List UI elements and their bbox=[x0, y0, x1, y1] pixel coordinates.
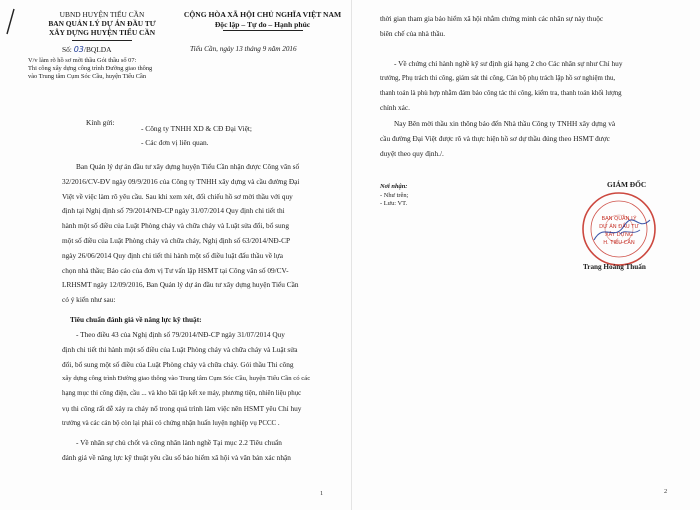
stamp-text: XÂY DỰNG bbox=[605, 232, 633, 238]
agency-parent: UBND HUYỆN TIỂU CẦN bbox=[59, 10, 145, 19]
text-line: đổi, bổ sung một số điều của Luật Phòng cháy và chữa cháy. Gói thầu Thi công bbox=[62, 359, 294, 369]
text-line: - Về nhân sự chủ chốt và công nhân lành nghề Tại mục 2.2 Tiêu chuẩn bbox=[76, 438, 282, 447]
text-line: Ban Quản lý dự án đầu tư xây dựng huyện Tiểu Cần nhận được Công văn số bbox=[76, 162, 300, 171]
paragraph-fire-safety bbox=[62, 328, 332, 432]
place-date: Tiểu Cần, ngày 13 tháng 9 năm 2016 bbox=[190, 45, 297, 53]
subject-line: V/v làm rõ hồ sơ mời thầu Gói thầu số 07: bbox=[28, 57, 137, 64]
text-line: trưởng, Phụ trách thi công, giám sát thi công, Cán bộ phụ trách lập hồ sơ nghiệm thu, bbox=[380, 74, 616, 82]
text-line: LRHSMT ngày 12/09/2016, Ban Quản lý dự án đầu tư xây dựng huyện Tiểu Cần bbox=[62, 280, 299, 290]
national-header bbox=[180, 10, 345, 31]
header-underline bbox=[72, 40, 132, 41]
text-line: định chi tiết thi hành một số điều của Luật Phòng cháy và chữa cháy và Luật sửa bbox=[62, 344, 298, 354]
text-line: trưởng và các cán bộ còn lại phải có chứng nhận huấn luyện nghiệp vụ PCCC . bbox=[62, 419, 280, 427]
text-line: - Theo điều 43 của Nghị định số 79/2014/NĐ-CP ngày 31/07/2014 Quy bbox=[76, 330, 285, 339]
national-title: CỘNG HÒA XÃ HỘI CHỦ NGHĨA VIỆT NAM bbox=[183, 10, 342, 19]
text-line: Việt về việc làm rõ yêu cầu. Sau khi xem xét, đối chiếu hồ sơ mời thầu với quy bbox=[62, 191, 293, 201]
paragraph-intro bbox=[62, 160, 332, 308]
stamp-text: DỰ ÁN ĐẦU TƯ bbox=[599, 224, 639, 230]
text-line: một số điều của Luật Phòng cháy và chữa cháy, Nghị định số 63/2014/NĐ-CP bbox=[62, 235, 291, 245]
page-2 bbox=[352, 0, 700, 510]
subject-line: vào Trung tâm Cụm Sóc Cầu, huyện Tiểu Cần bbox=[28, 73, 147, 80]
paragraph-notice bbox=[380, 117, 680, 161]
official-stamp-icon bbox=[580, 190, 658, 268]
page-number: 2 bbox=[664, 488, 668, 495]
subject-block bbox=[28, 57, 188, 81]
paragraph-certificates bbox=[380, 57, 680, 116]
kinh-gui-label: Kính gửi: bbox=[86, 118, 115, 127]
text-line: hạng mục thi công điện, cầu ... và kho bãi tập kết xe máy, phương tiện, nhiên liệu phục bbox=[62, 390, 302, 398]
text-line: định tại Nghị định số 79/2014/NĐ-CP ngày 31/07/2014 Quy định chi tiết thi bbox=[62, 206, 285, 216]
stamp-text: BAN QUẢN LÝ bbox=[601, 216, 637, 222]
text-line: cầu đường Đại Việt được rõ và thực hiện hồ sơ dự thầu đúng theo HSMT được bbox=[380, 133, 610, 143]
paragraph-continuation bbox=[380, 12, 680, 42]
page-number: 1 bbox=[320, 490, 324, 497]
subject-line: Thi công xây dựng công trình Đường giao thông bbox=[28, 65, 153, 72]
national-motto: Độc lập – Tự do – Hạnh phúc bbox=[214, 19, 311, 29]
text-line: chính xác. bbox=[380, 103, 410, 113]
document-number bbox=[62, 45, 111, 54]
text-line: Nay Bên mời thầu xin thông báo đến Nhà thầu Công ty TNHH xây dựng và bbox=[394, 119, 616, 128]
text-line: duyệt theo quy định./. bbox=[380, 148, 444, 158]
text-line: có ý kiến như sau: bbox=[62, 295, 116, 305]
text-line: thời gian tham gia bảo hiểm xã hội nhằm chứng minh các nhân sự này thuộc bbox=[380, 14, 604, 23]
doc-number-prefix: Số: bbox=[62, 45, 72, 54]
stamp-text: H. TIỂU CẦN bbox=[603, 240, 635, 246]
text-line: ngày 26/06/2014 Quy định chi tiết thi hành một số điều luật đấu thầu về lựa bbox=[62, 250, 284, 260]
text-line: - Về chứng chỉ hành nghề kỹ sư định giá hạng 2 cho Các nhân sự như Chỉ huy bbox=[394, 59, 623, 68]
signer-name: Trang Hoàng Thuấn bbox=[583, 263, 646, 271]
text-line: thanh toán là phù hợp nhằm đảm bảo công tác thi công, kiểm tra, thanh toán khối lượng bbox=[380, 89, 622, 97]
pen-mark-icon bbox=[4, 8, 16, 36]
agency-header bbox=[28, 10, 176, 41]
paragraph-personnel-intro bbox=[62, 436, 332, 466]
signer-title: GIÁM ĐỐC bbox=[607, 180, 647, 189]
section-heading: Tiêu chuẩn đánh giá về năng lực kỹ thuật: bbox=[70, 315, 202, 324]
text-line: xây dựng công trình Đường giao thông vào Trung tâm Cụm Sóc Cầu, huyện Tiểu Cần có các bbox=[62, 375, 311, 383]
text-line: vụ thi công rất dễ xảy ra cháy nổ trong quá trình làm việc nên HSMT yêu Chỉ huy bbox=[62, 403, 302, 413]
text-line: biên chế của nhà thầu. bbox=[380, 28, 446, 38]
agency-name-line-1: BAN QUẢN LÝ DỰ ÁN ĐẦU TƯ bbox=[48, 19, 156, 29]
recipient-item: - Các đơn vị liên quan. bbox=[141, 138, 209, 147]
recipients-item: - Lưu: VT. bbox=[380, 200, 408, 207]
doc-number-handwritten: 03 bbox=[73, 45, 84, 54]
text-line: hành một số điều của Luật Phòng cháy và chữa cháy và Luật sửa đổi, bổ sung bbox=[62, 221, 289, 231]
recipients-label: Nơi nhận: bbox=[380, 183, 408, 190]
agency-name-line-2: XÂY DỰNG HUYỆN TIỂU CẦN bbox=[48, 28, 156, 38]
text-line: đánh giá về năng lực kỹ thuật yêu cầu số bảo hiểm xã hội và văn bản xác nhận bbox=[62, 452, 291, 462]
text-line: chọn nhà thầu; Báo cáo của đơn vị Tư vấn lập HSMT tại Công văn số 09/CV- bbox=[62, 265, 289, 275]
recipient-item: - Công ty TNHH XD & CĐ Đại Việt; bbox=[141, 124, 252, 133]
doc-number-suffix: /BQLDA bbox=[83, 45, 112, 54]
recipients-item: - Như trên; bbox=[380, 192, 409, 199]
text-line: 32/2016/CV-ĐV ngày 09/9/2016 của Công ty TNHH xây dựng và cầu đường Đại bbox=[62, 176, 300, 186]
motto-underline bbox=[223, 30, 303, 31]
